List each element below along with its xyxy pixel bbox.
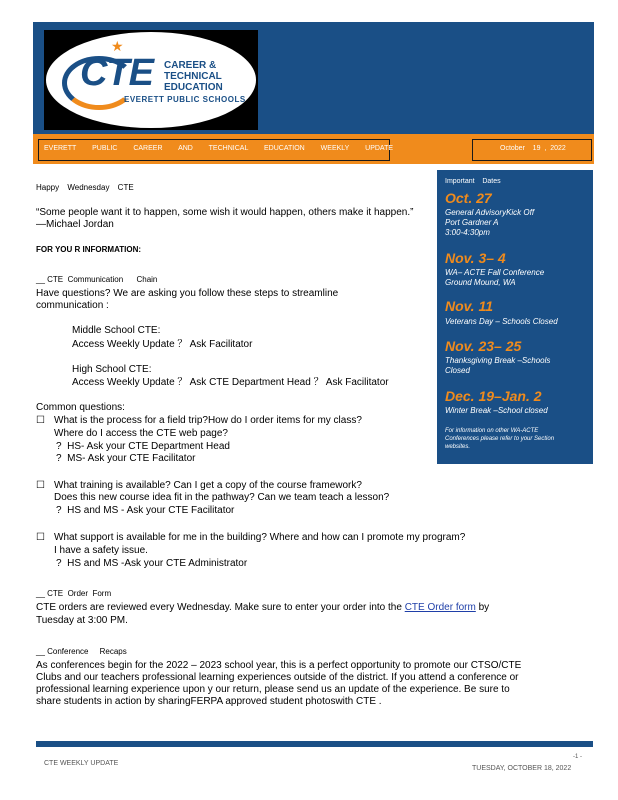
question-3a: What support is available for me in the building? Where and how can I promote my program? <box>54 532 466 543</box>
event-desc: WA– ACTE Fall Conference <box>445 268 545 277</box>
question-3b: I have a safety issue. <box>54 545 148 556</box>
recaps-line-4: share students in action by sharingFERPA approved student photoswith CTE . <box>36 696 382 707</box>
logo-subtitle: EVERETT PUBLIC SCHOOLS <box>124 95 246 104</box>
answer-2a: ? HS and MS - Ask your CTE Facilitator <box>56 505 235 516</box>
logo-star-icon: ★ <box>111 38 124 54</box>
sidebar-footnote: websites. <box>445 444 471 450</box>
footer-rule <box>36 741 593 747</box>
event-date: Nov. 3– 4 <box>445 250 506 266</box>
event-desc: General AdvisoryKick Off <box>445 208 535 217</box>
event-desc: Thanksgiving Break –Schools <box>445 356 551 365</box>
order-form-link[interactable]: CTE Order form <box>404 602 476 613</box>
logo-cte: CTE <box>80 52 153 94</box>
hs-chain: Access Weekly Update ？ Ask CTE Department Head ？ Ask Facilitator <box>72 377 389 388</box>
event-date: Nov. 11 <box>445 298 493 314</box>
event-desc: Veterans Day – Schools Closed <box>445 317 558 326</box>
logo-line-1: CAREER & <box>164 60 217 71</box>
logo-line-3: EDUCATION <box>164 82 223 93</box>
communication-heading: __ CTE Communication Chain <box>36 275 158 284</box>
order-paragraph <box>36 602 489 614</box>
recaps-line-3: professional learning experience upon y our return, please send us an update of the experience. Be sure to <box>36 684 510 695</box>
question-2b: Does this new course idea fit in the pathway? Can we team teach a lesson? <box>54 492 390 503</box>
sidebar-heading: Important Dates <box>445 178 501 185</box>
info-heading: FOR YOU R INFORMATION: <box>36 245 142 254</box>
page-number: -1 - <box>573 754 582 760</box>
footer-title: CTE WEEKLY UPDATE <box>44 760 119 767</box>
hs-label: High School CTE: <box>72 364 152 375</box>
newsletter-title: EVERETT PUBLIC CAREER AND TECHNICAL EDUCATION WEEKLY UPDATE <box>44 145 394 152</box>
question-2a: What training is available? Can I get a copy of the course framework? <box>54 480 362 491</box>
answer-3a: ? HS and MS -Ask your CTE Administrator <box>56 558 248 569</box>
recaps-line-1: As conferences begin for the 2022 – 2023 school year, this is a perfect opportunity to promote our CTSO/CTE <box>36 660 522 671</box>
logo-line-2: TECHNICAL <box>164 71 222 82</box>
sidebar-footnote: Conferences please refer to your Section <box>445 436 555 442</box>
event-date: Nov. 23– 25 <box>445 338 522 354</box>
question-1a: What is the process for a field trip?How do I order items for my class? <box>54 415 362 426</box>
event-desc: 3:00-4:30pm <box>445 228 490 237</box>
recaps-heading: __ Conference Recaps <box>36 647 127 656</box>
issue-date: October 19 , 2022 <box>500 145 566 152</box>
event-date: Dec. 19–Jan. 2 <box>445 388 542 404</box>
order-text-line-2: Tuesday at 3:00 PM. <box>36 615 128 626</box>
sidebar-footnote: For information on other WA-ACTE <box>445 428 539 434</box>
question-1b: Where do I access the CTE web page? <box>54 428 228 439</box>
order-heading: __ CTE Order Form <box>36 589 112 598</box>
event-date: Oct. 27 <box>445 190 492 206</box>
footer-date: TUESDAY, OCTOBER 18, 2022 <box>472 765 572 772</box>
bullet-icon: ☐ <box>36 532 45 543</box>
answer-1a: ? HS- Ask your CTE Department Head <box>56 441 230 452</box>
answer-1b: ? MS- Ask your CTE Facilitator <box>56 453 196 464</box>
bullet-icon: ☐ <box>36 480 45 491</box>
event-desc: Ground Mound, WA <box>445 278 516 287</box>
order-text: CTE orders are reviewed every Wednesday. Make sure to enter your order into the <box>36 602 402 613</box>
communication-intro: Have questions? We are asking you follow these steps to streamline communication : <box>36 288 339 311</box>
event-desc: Port Gardner A <box>445 218 499 227</box>
event-desc: Winter Break –School closed <box>445 406 548 415</box>
greeting: Happy Wednesday CTE <box>36 183 134 192</box>
ms-label: Middle School CTE: <box>72 325 161 336</box>
recaps-line-2: Clubs and our teachers professional learning experiences outside of the district. If you attend a conference or <box>36 672 519 683</box>
order-text-after: by <box>478 602 490 613</box>
ms-chain: Access Weekly Update ？ Ask Facilitator <box>72 339 253 350</box>
event-desc: Closed <box>445 366 470 375</box>
common-heading: Common questions: <box>36 402 125 413</box>
quote: “Some people want it to happen, some wish it would happen, others make it happen.” —Michael Jordan <box>36 207 414 230</box>
bullet-icon: ☐ <box>36 415 45 426</box>
